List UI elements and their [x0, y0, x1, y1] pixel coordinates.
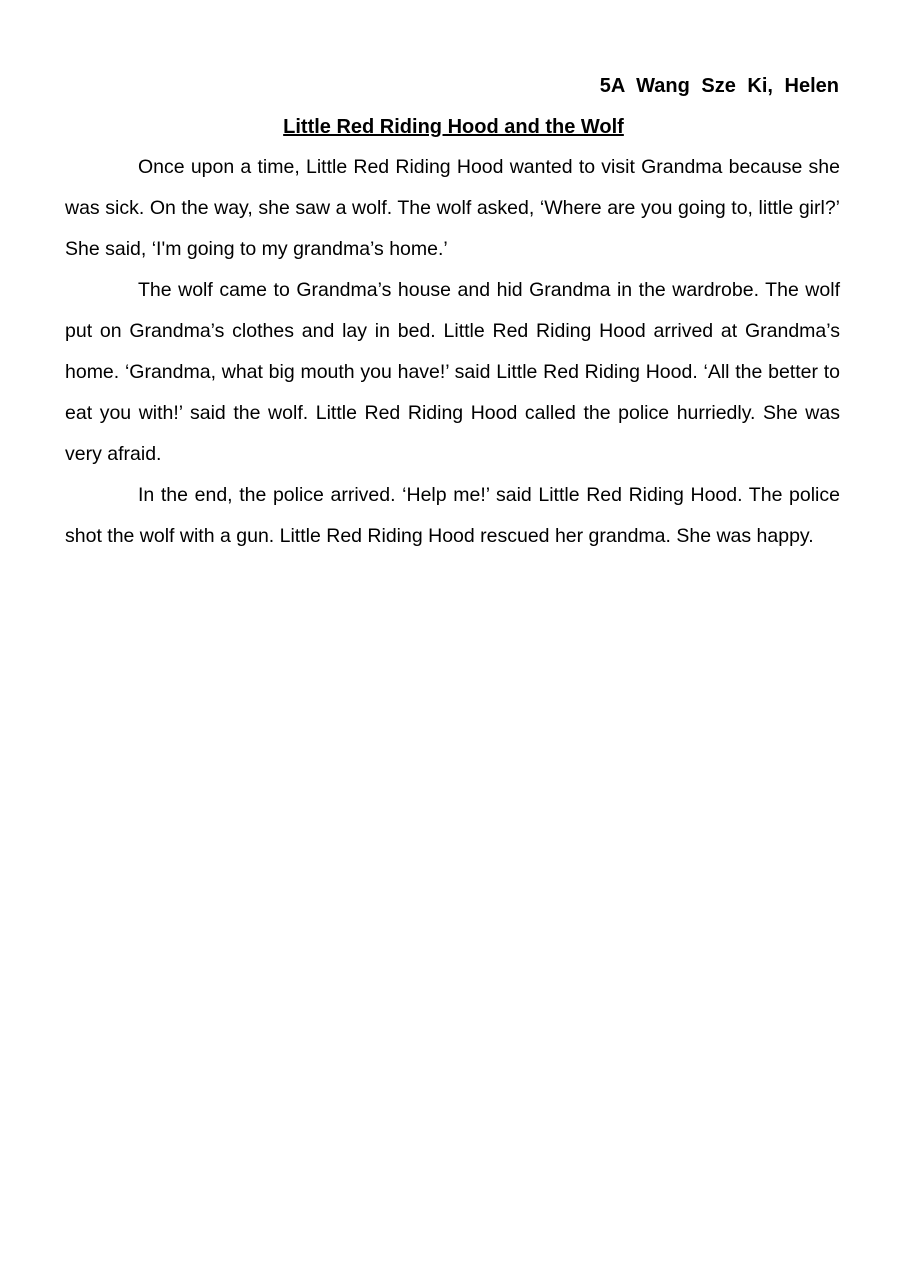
author-line: 5A Wang Sze Ki, Helen: [599, 75, 839, 97]
story-paragraph: The wolf came to Grandma’s house and hid Grandma in the wardrobe. The wolf put on Grandma’s clothes and lay in bed. Little Red Riding Hood arrived at Grandma’s home. ‘Grandma, what big mouth you have!’ said Little Red Riding Hood. ‘All the better to eat you with!’ said the wolf. Little Red Riding Hood called the police hurriedly. She was very afraid.: [65, 279, 840, 465]
story-paragraph: In the end, the police arrived. ‘Help me!’ said Little Red Riding Hood. The police shot the wolf with a gun. Little Red Riding Hood rescued her grandma. She was happy.: [65, 484, 840, 547]
story-paragraph: Once upon a time, Little Red Riding Hood wanted to visit Grandma because she was sick. On the way, she saw a wolf. The wolf asked, ‘Where are you going to, little girl?’ She said, ‘I'm going to my grandma’s home.’: [65, 156, 840, 260]
story-body: [65, 147, 840, 557]
story-title: Little Red Riding Hood and the Wolf: [283, 116, 624, 138]
